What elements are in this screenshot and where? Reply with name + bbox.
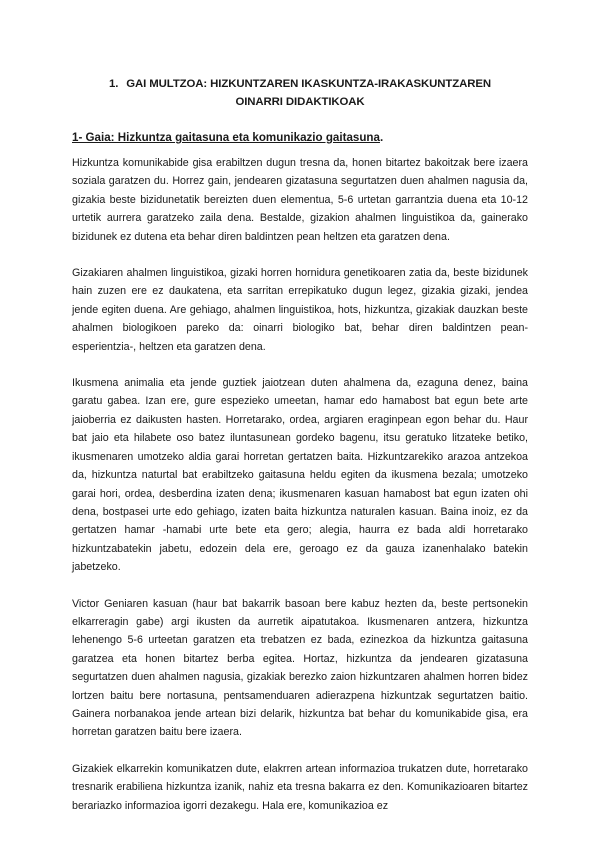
section-title xyxy=(72,130,528,146)
paragraph: Hizkuntza komunikabide gisa erabiltzen dugun tresna da, honen bitartez bakoitzak bere izaera soziala garatzen du. Horrez gain, jendearen gizatasuna segurtatzen duen ahalmen nagusia da, gizakia beste bizidunetatik bereizten duen elementua, 5-6 urtetan garrantzia duena eta 10-12 urtetik aurrera garatzeko zaila dena. Bestalde, gizakion ahalmen linguistikoa da, gainerako bizidunek ez dutena eta behar diren baldintzen pean heltzen eta garatzen dena. xyxy=(72,157,528,243)
section-title-period: . xyxy=(379,131,384,144)
paragraph: Gizakiek elkarrekin komunikatzen dute, elakrren artean informazioa trukatzen dute, horretarako tresnarik erabiliena hizkuntza izanik, nahiz eta tresna bakarra ez den. Komunikazioaren bitartez berariazko informazioa igorri dezakegu. Hala ere, komunikazioa ez xyxy=(72,762,528,812)
paragraph: Gizakiaren ahalmen linguistikoa, gizaki horren hornidura genetikoaren zatia da, beste bizidunek hain zuzen ere ez daukatena, eta sarritan errepikatuko dugun legez, gizakia gizaki, jendea jende egiten duena. Are gehiago, ahalmen linguistikoa, hots, hizkuntza, gizakiak dauzkan beste ahalmen biologikoen pareko da: oinarri biologiko bat, behar diren baldintzen pean- esperientzia-, heltzen eta garatzen dena. xyxy=(72,267,528,353)
section-title-text: 1- Gaia: Hizkuntza gaitasuna eta komunikazio gaitasuna xyxy=(72,131,380,144)
chapter-heading xyxy=(72,76,528,111)
chapter-title-line2: OINARRI DIDAKTIKOAK xyxy=(235,95,365,108)
chapter-title-line1: GAI MULTZOA: HIZKUNTZAREN IKASKUNTZA-IRAKASKUNTZAREN xyxy=(126,78,492,90)
paragraph: Victor Geniaren kasuan (haur bat bakarrik basoan bere kabuz hezten da, beste pertsonekin elkarreragin gabe) argi ikusten da aurretik aipatutakoa. Ikusmenaren antzera, hizkuntza lehenengo 5-6 urteetan garatzen eta trebatzen ez bada, ezinezkoa da hizkuntza gaitasuna garatzea eta honen bitartez berba egitea. Hortaz, hizkuntza da jendearen gizatasuna segurtatzen duen ahalmen nagusia, gizakiak berezko zaion hizkuntzaren ahalmen horren bidez lortzen baitu bere nortasuna, pentsamenduaren adierazpena hizkuntzak segurtatzen baitio. Gainera norbanakoa jende artean bizi delarik, hizkuntza bat behar du komunikabide gisa, era horretan garatzen baitu bere izaera. xyxy=(72,597,528,739)
chapter-heading-line1 xyxy=(72,76,528,94)
body-text xyxy=(72,154,528,815)
paragraph: Ikusmena animalia eta jende guztiek jaiotzean duten ahalmena da, ezaguna denez, baina garatu gabea. Izan ere, gure espezieko umeetan, hamar edo hamabost bat egun bete arte jaioberria ez daikusten hasten. Horretarako, ordea, argiaren eraginpean egon behar du. Haur bat jaio eta hilabete oso batez iluntasunean gordeko bagenu, itsu geratuko litzateke betiko, ikusmenaren umotzeko aldia garai horretan gertatzen baita. Hizkuntzarekiko arazoa antzekoa da, hizkuntza naturtal bat erabiltzeko gaitasuna heldu egiten da ikusmena bezala; umotzeko garai hori, ordea, desberdina izaten dena; ikusmenaren kasuan hamabost bat egun izaten ohi dena, bostpasei urte edo gehiago, izaten baita hizkuntza naturalen kasuan. Baina inoiz, ez da gertatzen hamar -hamabi urte bete eta gero; alegia, haurra ez bada aldi horretarako hizkuntzabatekin jabetu, edozein dela ere, geroago ez da gauza izanenhalako batekin jabetzeko. xyxy=(72,377,528,574)
chapter-number: 1. xyxy=(108,78,119,90)
